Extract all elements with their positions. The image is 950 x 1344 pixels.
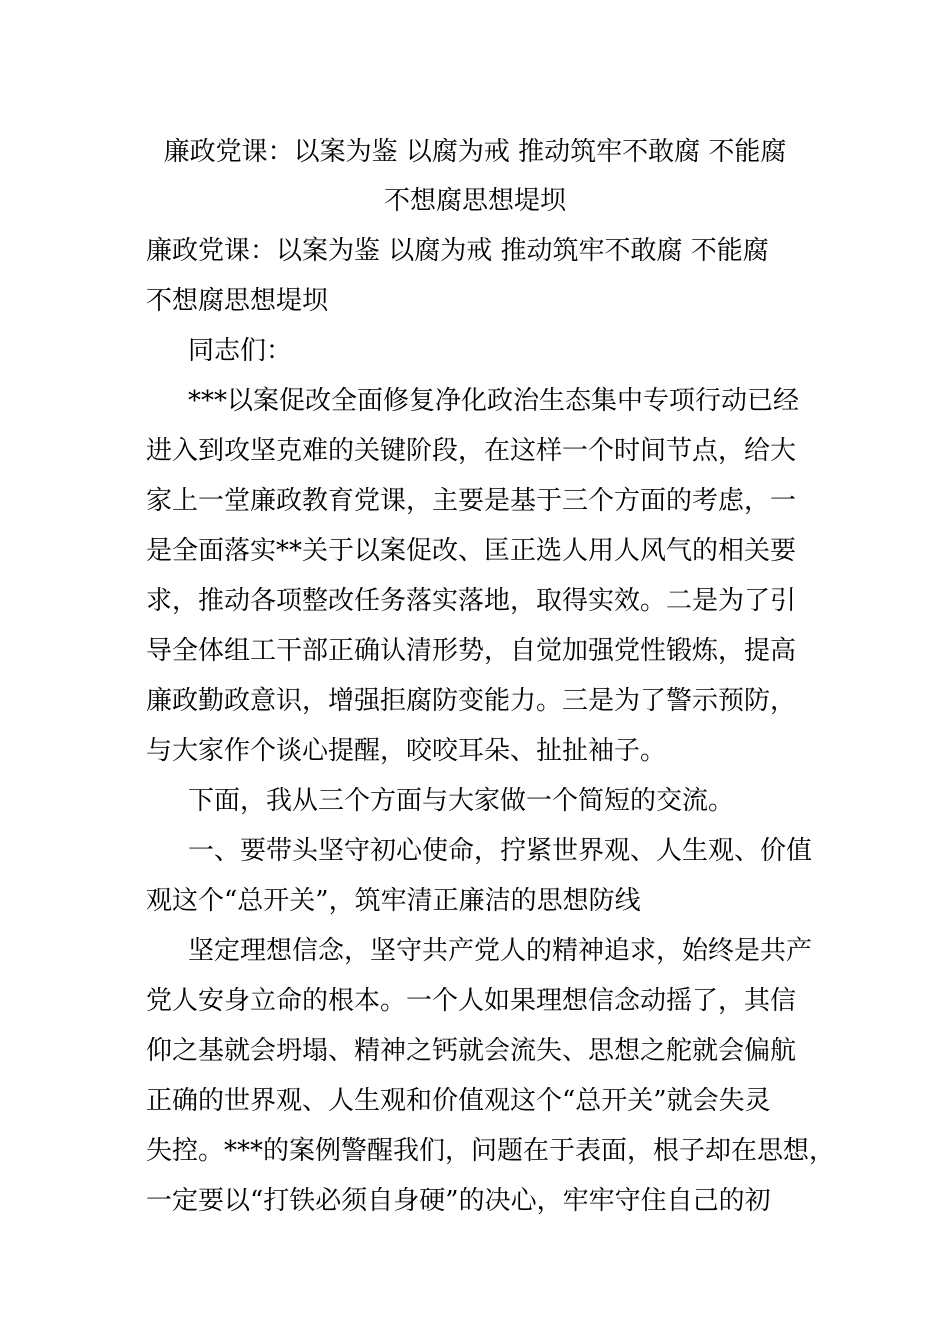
paragraph-3-line: 仰之基就会坍塌、精神之钙就会流失、思想之舵就会偏航 xyxy=(146,1036,797,1066)
paragraph-2: 下面，我从三个方面与大家做一个简短的交流。 xyxy=(188,786,735,816)
heading-line-2: 不想腐思想堤坝 xyxy=(146,286,329,316)
greeting: 同志们： xyxy=(188,336,293,366)
section-1-heading-line: 观这个“总开关”，筑牢清正廉洁的思想防线 xyxy=(146,886,641,916)
paragraph-1-line: 与大家作个谈心提醒，咬咬耳朵、扯扯袖子。 xyxy=(146,736,667,766)
heading-line-1: 廉政党课：以案为鉴 以腐为戒 推动筑牢不敢腐 不能腐 xyxy=(146,236,769,266)
paragraph-3-line: 失控。***的案例警醒我们，问题在于表面，根子却在思想， xyxy=(146,1136,836,1166)
paragraph-1-line: 是全面落实**关于以案促改、匡正选人用人风气的相关要 xyxy=(146,536,797,566)
paragraph-1-line: 家上一堂廉政教育党课，主要是基于三个方面的考虑，一 xyxy=(146,486,797,516)
section-1-heading-line: 一、要带头坚守初心使命，拧紧世界观、人生观、价值 xyxy=(188,836,813,866)
paragraph-3-line: 坚定理想信念，坚守共产党人的精神追求，始终是共产 xyxy=(188,936,813,966)
paragraph-1-line: 求，推动各项整改任务落实落地，取得实效。二是为了引 xyxy=(146,586,797,616)
paragraph-1-line: ***以案促改全面修复净化政治生态集中专项行动已经 xyxy=(188,386,800,416)
document-title-line-2: 不想腐思想堤坝 xyxy=(383,186,566,216)
paragraph-1-line: 进入到攻坚克难的关键阶段，在这样一个时间节点，给大 xyxy=(146,436,797,466)
paragraph-3-line: 正确的世界观、人生观和价值观这个“总开关”就会失灵 xyxy=(146,1086,771,1116)
paragraph-3-line: 一定要以“打铁必须自身硬”的决心，牢牢守住自己的初 xyxy=(146,1186,771,1216)
document-title-line-1: 廉政党课：以案为鉴 以腐为戒 推动筑牢不敢腐 不能腐 xyxy=(163,137,787,167)
paragraph-3-line: 党人安身立命的根本。一个人如果理想信念动摇了，其信 xyxy=(146,986,797,1016)
paragraph-1-line: 廉政勤政意识，增强拒腐防变能力。三是为了警示预防， xyxy=(146,686,797,716)
paragraph-1-line: 导全体组工干部正确认清形势，自觉加强党性锻炼，提高 xyxy=(146,636,797,666)
